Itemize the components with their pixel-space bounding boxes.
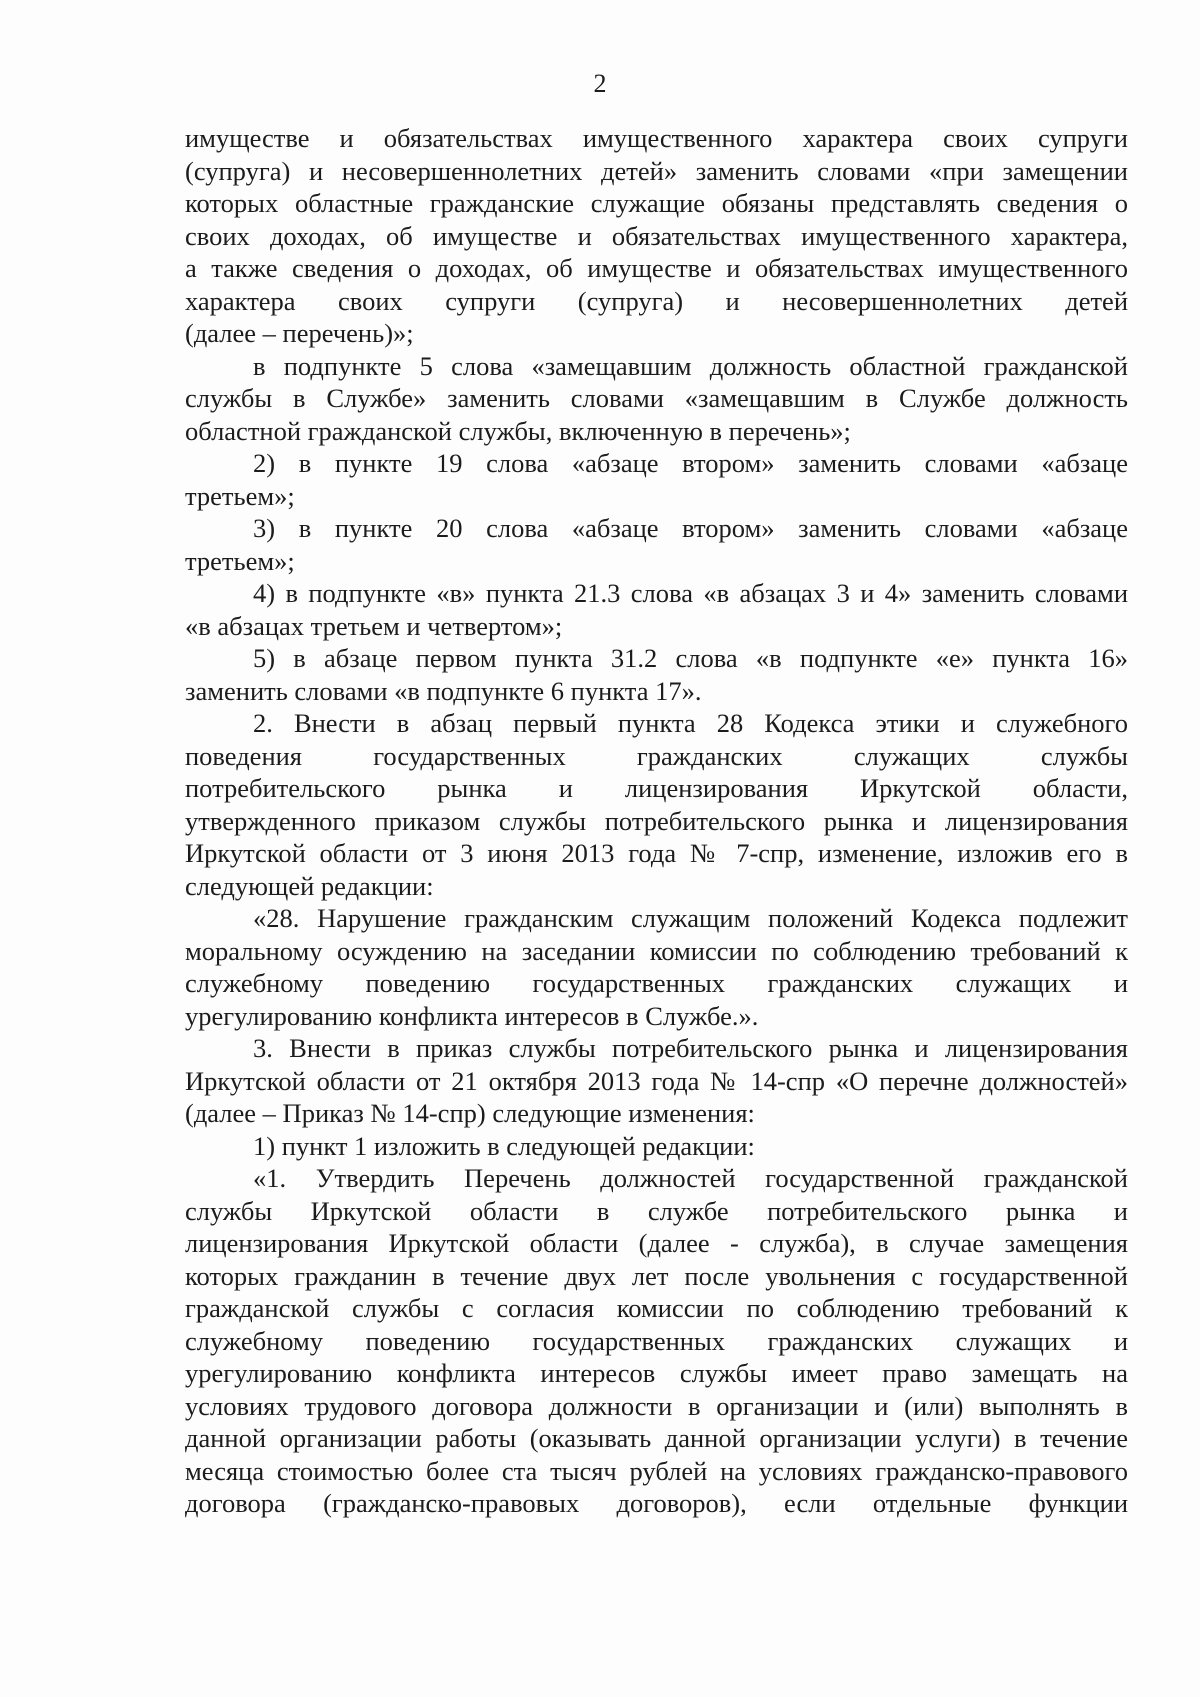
text-line: условиях трудового договора должности в организации и (или) выполнять в bbox=[185, 1390, 1128, 1421]
text-line: (далее – Приказ № 14-спр) следующие изменения: bbox=[185, 1098, 755, 1128]
text-line: 4) в подпункте «в» пункта 21.3 слова «в абзацах 3 и 4» заменить словами bbox=[253, 578, 1128, 608]
text-line: следующей редакции: bbox=[185, 870, 434, 901]
text-line: 1) пункт 1 изложить в следующей редакции: bbox=[253, 1130, 755, 1161]
text-line: которых областные гражданские служащие обязаны представлять сведения о bbox=[185, 188, 1128, 218]
text-line: гражданской службы с согласия комиссии по соблюдению требований к bbox=[185, 1293, 1128, 1323]
text-line: данной организации работы (оказывать данной организации услуги) в течение bbox=[185, 1423, 1128, 1453]
text-line: своих доходах, об имуществе и обязательствах имущественного характера, bbox=[185, 220, 1128, 251]
text-line: 3. Внести в приказ службы потребительского рынка и лицензирования bbox=[253, 1033, 1128, 1063]
text-line: характера своих супруги (супруга) и несовершеннолетних детей bbox=[185, 285, 1128, 316]
text-line: (далее – перечень)»; bbox=[185, 318, 414, 348]
page-number: 2 bbox=[593, 69, 607, 98]
text-line: месяца стоимостью более ста тысяч рублей на условиях гражданско-правового bbox=[185, 1455, 1128, 1486]
text-line: третьем»; bbox=[185, 480, 295, 511]
text-line: 2) в пункте 19 слова «абзаце втором» заменить словами «абзаце bbox=[253, 448, 1128, 478]
text-line: заменить словами «в подпункте 6 пункта 17». bbox=[185, 675, 702, 706]
text-line: (супруга) и несовершеннолетних детей» заменить словами «при замещении bbox=[185, 155, 1128, 186]
text-line: урегулированию конфликта интересов службы имеет право замещать на bbox=[185, 1358, 1128, 1388]
document-body bbox=[185, 122, 1128, 1520]
text-line: имуществе и обязательствах имущественного характера своих супруги bbox=[185, 123, 1128, 153]
text-line: службы в Службе» заменить словами «замещавшим в Службе должность bbox=[185, 383, 1128, 413]
text-line: Иркутской области от 21 октября 2013 года № 14-спр «О перечне должностей» bbox=[185, 1065, 1128, 1096]
text-line: областной гражданской службы, включенную в перечень»; bbox=[185, 415, 851, 446]
text-line: третьем»; bbox=[185, 545, 295, 576]
text-line: Иркутской области от 3 июня 2013 года № 7-спр, изменение, изложив его в bbox=[185, 838, 1128, 868]
text-line: поведения государственных гражданских служащих службы bbox=[185, 740, 1128, 771]
text-line: 5) в абзаце первом пункта 31.2 слова «в подпункте «е» пункта 16» bbox=[253, 643, 1128, 673]
text-line: 3) в пункте 20 слова «абзаце втором» заменить словами «абзаце bbox=[253, 513, 1128, 543]
text-line: договора (гражданско-правовых договоров), если отдельные функции bbox=[185, 1488, 1128, 1518]
text-line: «1. Утвердить Перечень должностей государственной гражданской bbox=[253, 1163, 1128, 1193]
text-line: урегулированию конфликта интересов в Службе.». bbox=[185, 1000, 759, 1031]
text-line: службы Иркутской области в службе потребительского рынка и bbox=[185, 1195, 1128, 1226]
text-line: служебному поведению государственных гражданских служащих и bbox=[185, 1325, 1128, 1356]
text-line: моральному осуждению на заседании комиссии по соблюдению требований к bbox=[185, 935, 1128, 966]
text-line: утвержденного приказом службы потребительского рынка и лицензирования bbox=[185, 805, 1128, 836]
text-line: потребительского рынка и лицензирования Иркутской области, bbox=[185, 773, 1128, 803]
text-line: лицензирования Иркутской области (далее - служба), в случае замещения bbox=[185, 1228, 1128, 1258]
text-line: «28. Нарушение гражданским служащим положений Кодекса подлежит bbox=[253, 903, 1128, 933]
text-line: служебному поведению государственных гражданских служащих и bbox=[185, 968, 1128, 998]
text-line: в подпункте 5 слова «замещавшим должность областной гражданской bbox=[253, 350, 1128, 381]
text-line: а также сведения о доходах, об имуществе и обязательствах имущественного bbox=[185, 253, 1128, 283]
text-line: «в абзацах третьем и четвертом»; bbox=[185, 610, 563, 641]
text-line: которых гражданин в течение двух лет после увольнения с государственной bbox=[185, 1260, 1128, 1291]
text-line: 2. Внести в абзац первый пункта 28 Кодекса этики и служебного bbox=[253, 708, 1128, 738]
